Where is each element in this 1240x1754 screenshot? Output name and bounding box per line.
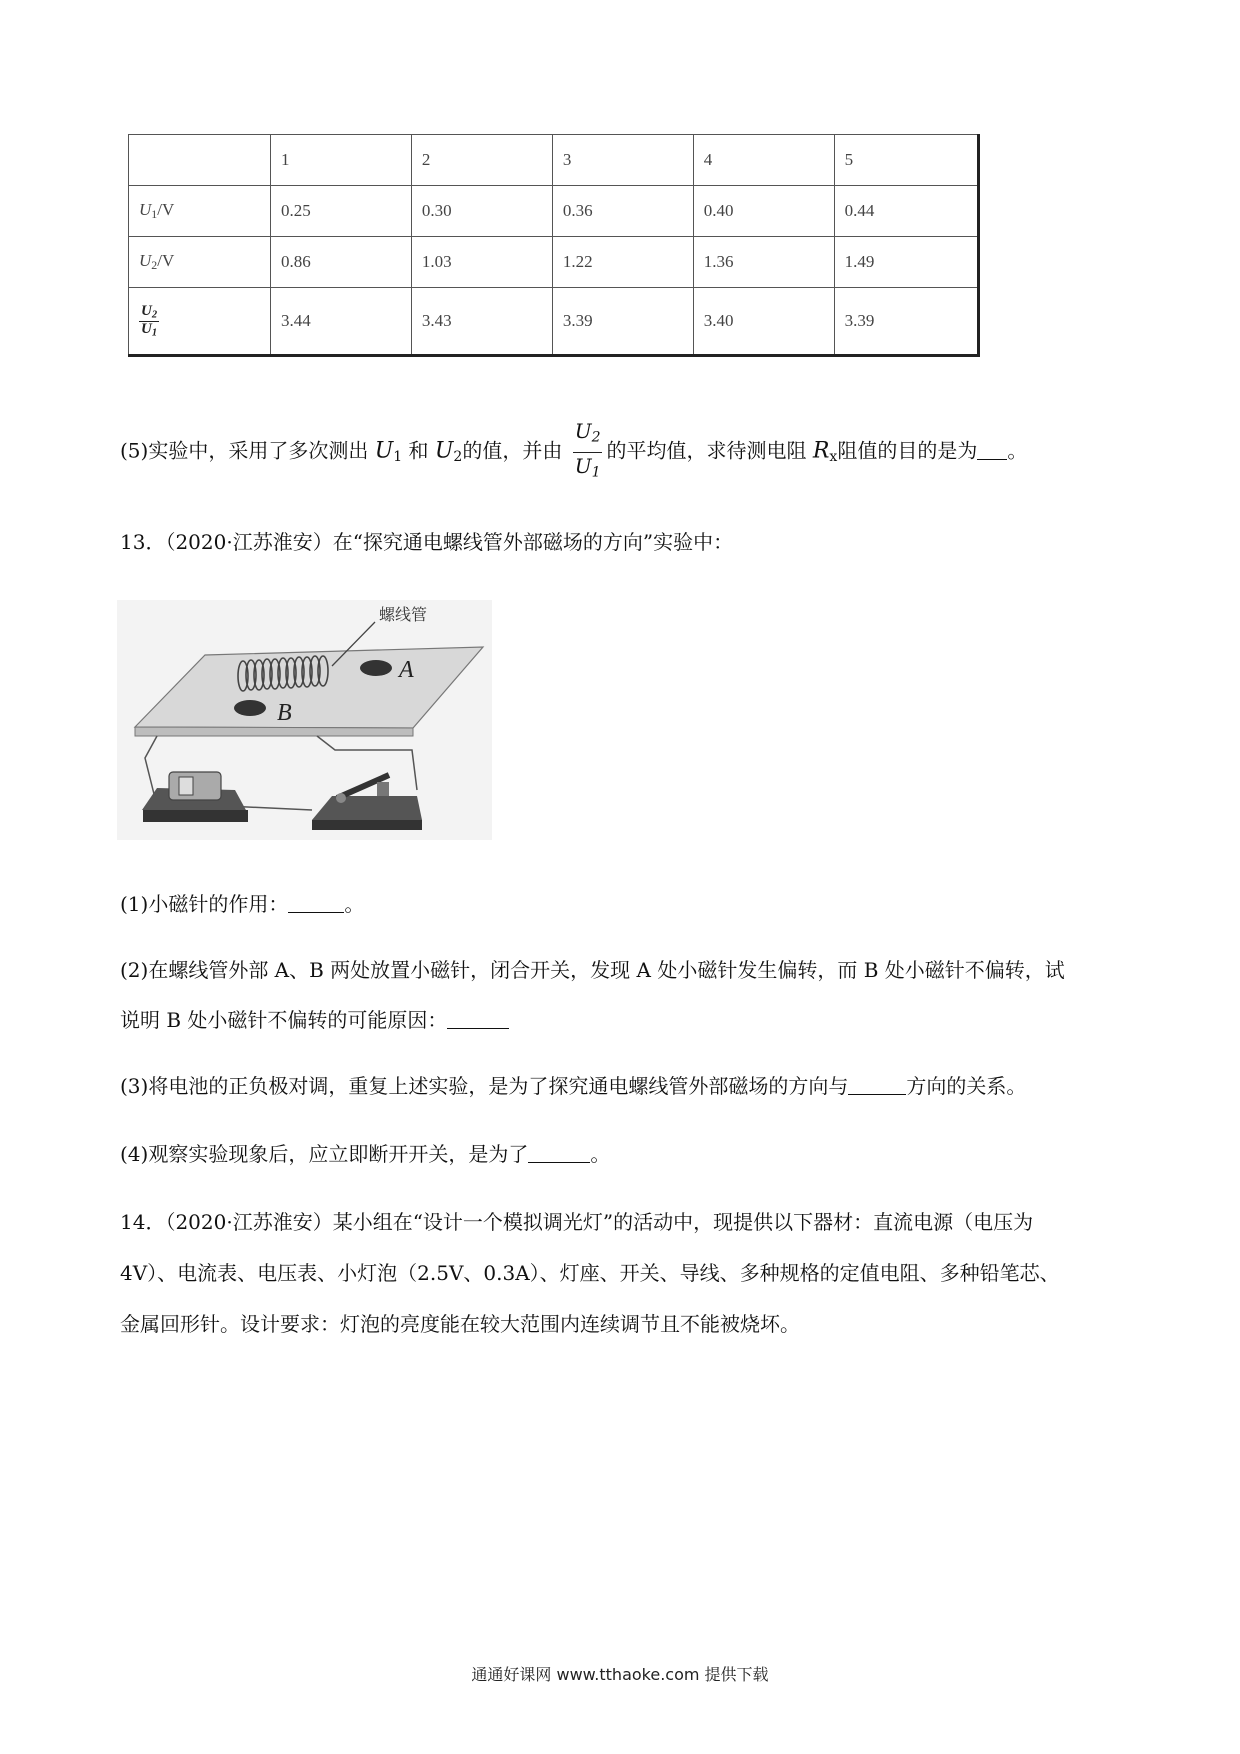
row-label-u2: $U_2/V$ — [129, 237, 271, 288]
label-a: A — [399, 657, 414, 683]
table-cell: 3.39 — [834, 288, 978, 356]
table-cell: 1.49 — [834, 237, 978, 288]
table-header-cell: 2 — [411, 135, 552, 186]
question-13-part-2-line-2: 说明 B 处小磁针不偏转的可能原因： — [120, 1010, 1130, 1030]
table-cell: 3.40 — [693, 288, 834, 356]
ratio-fraction: $\frac{U_2}{U_1}$ — [141, 302, 158, 339]
compass-a — [360, 660, 392, 676]
page-footer: 通通好课网 www.tthaoke.com 提供下载 — [471, 1665, 769, 1684]
table-cell: 0.40 — [693, 186, 834, 237]
table-row-u1 — [129, 186, 979, 237]
table-header-cell — [129, 135, 271, 186]
question-12-part-5: (5)实验中，采用了多次测出 $U_1$ 和 $U_2$的值，并由 $\frac{U_2}{U_1}$ 的平均值，求待测电阻 $R_x$阻值的目的是为 。 — [120, 418, 1130, 486]
question-14-line-3: 金属回形针。设计要求：灯泡的亮度能在较大范围内连续调节且不能被烧坏。 — [120, 1312, 800, 1336]
table-cell: 1.22 — [552, 237, 693, 288]
answer-blank[interactable] — [288, 894, 344, 913]
measurement-table — [128, 134, 980, 357]
answer-blank[interactable] — [977, 441, 1007, 460]
table-row-ratio — [129, 288, 979, 356]
table-cell: 0.86 — [271, 237, 412, 288]
label-b: B — [277, 700, 292, 726]
answer-blank[interactable] — [848, 1076, 906, 1095]
table-cell: 3.44 — [271, 288, 412, 356]
question-14-line-1: 14．（2020·江苏淮安）某小组在“设计一个模拟调光灯”的活动中，现提供以下器材：直流电源（电压为 — [120, 1210, 1034, 1234]
answer-blank[interactable] — [447, 1010, 509, 1029]
question-13-title: 13．（2020·江苏淮安）在“探究通电螺线管外部磁场的方向”实验中： — [120, 530, 734, 554]
solenoid-diagram — [117, 600, 492, 840]
table-cell: 1.03 — [411, 237, 552, 288]
question-13-part-1: (1)小磁针的作用： 。 — [120, 892, 365, 916]
question-13-part-3: (3)将电池的正负极对调，重复上述实验，是为了探究通电螺线管外部磁场的方向与 方向的关系。 — [120, 1074, 1027, 1098]
row-label-u1: $U_1/V$ — [129, 186, 271, 237]
table-cell: 1.36 — [693, 237, 834, 288]
table-header-cell: 4 — [693, 135, 834, 186]
table-header-cell: 3 — [552, 135, 693, 186]
table-cell: 0.36 — [552, 186, 693, 237]
question-13-part-4: (4)观察实验现象后，应立即断开开关，是为了 。 — [120, 1142, 611, 1166]
table-cell: 0.25 — [271, 186, 412, 237]
solenoid-experiment-figure — [117, 600, 492, 840]
table-cell: 0.44 — [834, 186, 978, 237]
ratio-fraction-inline: $\frac{U_2}{U_1}$ — [574, 419, 601, 480]
table-cell: 3.43 — [411, 288, 552, 356]
table-header-cell: 5 — [834, 135, 978, 186]
table-row-u2 — [129, 237, 979, 288]
row-label-ratio — [129, 288, 271, 356]
answer-blank[interactable] — [528, 1144, 590, 1163]
compass-b — [234, 700, 266, 716]
question-14-line-2: 4V）、电流表、电压表、小灯泡（2.5V、0.3A）、灯座、开关、导线、多种规格的定值电阻、多种铅笔芯、 — [120, 1261, 1060, 1285]
solenoid-label: 螺线管 — [379, 605, 428, 624]
table-header-row — [129, 135, 979, 186]
table-cell: 3.39 — [552, 288, 693, 356]
table-cell: 0.30 — [411, 186, 552, 237]
question-13-part-2-line-1: (2)在螺线管外部 A、B 两处放置小磁针，闭合开关，发现 A 处小磁针发生偏转，而 B 处小磁针不偏转，试 — [120, 958, 1065, 982]
table-header-cell: 1 — [271, 135, 412, 186]
